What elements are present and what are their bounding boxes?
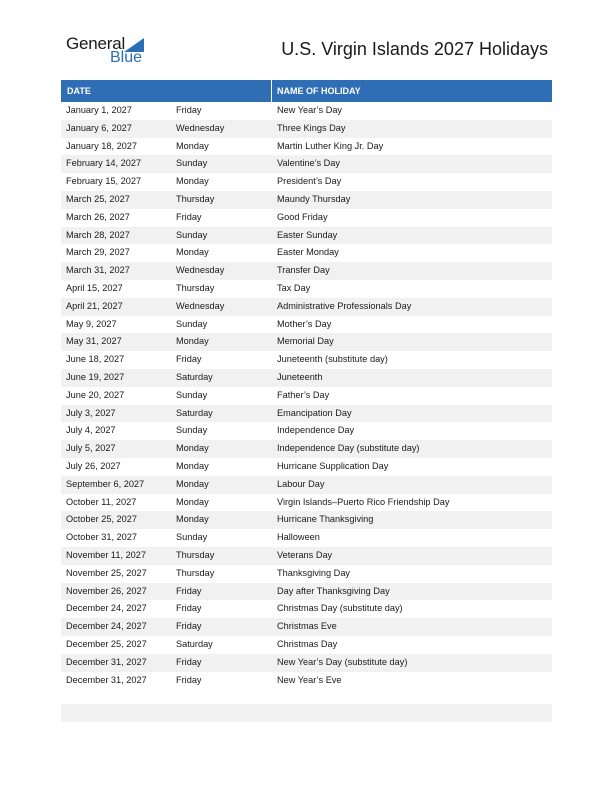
table-row: [61, 298, 552, 316]
holiday-name-cell: New Year’s Eve: [277, 674, 342, 685]
day-cell: Friday: [176, 211, 202, 222]
day-cell: Friday: [176, 603, 202, 614]
holiday-name-cell: Day after Thanksgiving Day: [277, 585, 390, 596]
table-row: [61, 476, 552, 494]
holiday-name-cell: Independence Day (substitute day): [277, 443, 420, 454]
holiday-name-cell: Three Kings Day: [277, 122, 346, 133]
table-row: [61, 138, 552, 156]
date-cell: June 19, 2027: [66, 371, 125, 382]
table-row: [61, 529, 552, 547]
date-cell: October 11, 2027: [66, 496, 137, 507]
holiday-name-cell: Administrative Professionals Day: [277, 300, 412, 311]
table-header: [61, 80, 552, 102]
table-body: [61, 102, 552, 689]
logo: [66, 34, 156, 68]
holiday-name-cell: Halloween: [277, 532, 320, 543]
day-cell: Thursday: [176, 193, 215, 204]
day-cell: Sunday: [176, 389, 208, 400]
holiday-name-cell: President’s Day: [277, 176, 342, 187]
day-cell: Monday: [176, 336, 209, 347]
table-row: [61, 369, 552, 387]
holiday-name-cell: Juneteenth: [277, 371, 323, 382]
footer-band: [61, 704, 552, 722]
date-cell: July 3, 2027: [66, 407, 116, 418]
table-row: [61, 209, 552, 227]
table-row: [61, 636, 552, 654]
date-cell: December 24, 2027: [66, 621, 147, 632]
day-cell: Friday: [176, 656, 202, 667]
day-cell: Monday: [176, 460, 209, 471]
day-cell: Friday: [176, 621, 202, 632]
date-cell: November 26, 2027: [66, 585, 147, 596]
date-cell: February 14, 2027: [66, 158, 142, 169]
holiday-name-cell: Good Friday: [277, 211, 328, 222]
table-row: [61, 618, 552, 636]
table-row: [61, 422, 552, 440]
table-row: [61, 672, 552, 690]
table-row: [61, 120, 552, 138]
date-cell: April 15, 2027: [66, 282, 123, 293]
holiday-name-cell: Mother’s Day: [277, 318, 332, 329]
day-cell: Sunday: [176, 158, 208, 169]
holiday-name-cell: Juneteenth (substitute day): [277, 354, 388, 365]
date-cell: March 29, 2027: [66, 247, 130, 258]
date-cell: January 1, 2027: [66, 105, 132, 115]
table-row: [61, 102, 552, 120]
holiday-name-cell: Christmas Day: [277, 638, 338, 649]
table-row: [61, 494, 552, 512]
holiday-name-cell: Tax Day: [277, 282, 311, 293]
day-cell: Saturday: [176, 371, 213, 382]
holiday-name-cell: Maundy Thursday: [277, 193, 351, 204]
holiday-table: [61, 80, 552, 689]
table-row: [61, 155, 552, 173]
holiday-name-cell: Labour Day: [277, 478, 325, 489]
holiday-name-cell: Christmas Eve: [277, 621, 337, 632]
date-cell: December 25, 2027: [66, 638, 147, 649]
day-cell: Thursday: [176, 567, 215, 578]
day-cell: Wednesday: [176, 265, 225, 276]
holiday-name-cell: Hurricane Thanksgiving: [277, 514, 374, 525]
date-cell: March 28, 2027: [66, 229, 130, 240]
holiday-name-cell: Thanksgiving Day: [277, 567, 351, 578]
holiday-name-column-header: NAME OF HOLIDAY: [277, 86, 361, 96]
table-row: [61, 280, 552, 298]
table-row: [61, 316, 552, 334]
date-cell: December 24, 2027: [66, 603, 147, 614]
page-title: U.S. Virgin Islands 2027 Holidays: [281, 39, 548, 59]
holiday-name-cell: Independence Day: [277, 425, 355, 436]
table-row: [61, 173, 552, 191]
date-cell: July 5, 2027: [66, 443, 116, 454]
date-cell: March 25, 2027: [66, 193, 130, 204]
holiday-name-cell: Veterans Day: [277, 549, 333, 560]
logo-general-text: General: [66, 34, 126, 53]
day-cell: Thursday: [176, 549, 215, 560]
holiday-name-cell: Martin Luther King Jr. Day: [277, 140, 384, 151]
date-cell: December 31, 2027: [66, 656, 147, 667]
day-cell: Sunday: [176, 229, 208, 240]
date-cell: September 6, 2027: [66, 478, 145, 489]
table-row: [61, 244, 552, 262]
table-row: [61, 440, 552, 458]
date-cell: November 25, 2027: [66, 567, 147, 578]
day-cell: Saturday: [176, 638, 213, 649]
day-cell: Sunday: [176, 318, 208, 329]
date-column-header: DATE: [67, 86, 91, 96]
holiday-name-cell: Memorial Day: [277, 336, 334, 347]
day-cell: Thursday: [176, 282, 215, 293]
date-cell: November 11, 2027: [66, 549, 147, 560]
holiday-name-cell: New Year’s Day: [277, 105, 343, 115]
holiday-name-cell: Christmas Day (substitute day): [277, 603, 403, 614]
logo-blue-text: Blue: [110, 49, 143, 66]
table-row: [61, 333, 552, 351]
holiday-name-cell: Emancipation Day: [277, 407, 352, 418]
day-cell: Sunday: [176, 532, 208, 543]
table-row: [61, 458, 552, 476]
holiday-name-cell: Hurricane Supplication Day: [277, 460, 389, 471]
day-cell: Monday: [176, 176, 209, 187]
day-cell: Friday: [176, 585, 202, 596]
holiday-name-cell: New Year’s Day (substitute day): [277, 656, 408, 667]
table-row: [61, 565, 552, 583]
table-row: [61, 351, 552, 369]
table-row: [61, 547, 552, 565]
table-row: [61, 511, 552, 529]
table-row: [61, 583, 552, 601]
day-cell: Monday: [176, 443, 209, 454]
table-row: [61, 600, 552, 618]
table-row: [61, 262, 552, 280]
date-cell: January 6, 2027: [66, 122, 132, 133]
date-cell: October 25, 2027: [66, 514, 137, 525]
date-cell: July 4, 2027: [66, 425, 116, 436]
day-cell: Friday: [176, 354, 202, 365]
date-cell: March 26, 2027: [66, 211, 130, 222]
day-cell: Friday: [176, 105, 202, 115]
holiday-name-cell: Transfer Day: [277, 265, 330, 276]
day-cell: Monday: [176, 140, 209, 151]
date-cell: June 20, 2027: [66, 389, 125, 400]
date-cell: May 9, 2027: [66, 318, 117, 329]
holiday-name-cell: Valentine’s Day: [277, 158, 340, 169]
day-cell: Monday: [176, 247, 209, 258]
day-cell: Monday: [176, 496, 209, 507]
day-cell: Monday: [176, 478, 209, 489]
day-cell: Monday: [176, 514, 209, 525]
day-cell: Saturday: [176, 407, 213, 418]
day-cell: Wednesday: [176, 122, 225, 133]
table-row: [61, 191, 552, 209]
holiday-name-cell: Easter Sunday: [277, 229, 338, 240]
day-cell: Friday: [176, 674, 202, 685]
date-cell: May 31, 2027: [66, 336, 122, 347]
date-cell: March 31, 2027: [66, 265, 130, 276]
table-row: [61, 405, 552, 423]
date-cell: December 31, 2027: [66, 674, 147, 685]
day-cell: Sunday: [176, 425, 208, 436]
table-row: [61, 654, 552, 672]
date-cell: February 15, 2027: [66, 176, 142, 187]
holiday-name-cell: Virgin Islands–Puerto Rico Friendship Day: [277, 496, 450, 507]
holiday-name-cell: Easter Monday: [277, 247, 339, 258]
date-cell: June 18, 2027: [66, 354, 125, 365]
day-cell: Wednesday: [176, 300, 225, 311]
date-cell: January 18, 2027: [66, 140, 138, 151]
table-row: [61, 227, 552, 245]
date-cell: October 31, 2027: [66, 532, 137, 543]
holiday-name-cell: Father’s Day: [277, 389, 330, 400]
date-cell: July 26, 2027: [66, 460, 121, 471]
table-row: [61, 387, 552, 405]
date-cell: April 21, 2027: [66, 300, 123, 311]
